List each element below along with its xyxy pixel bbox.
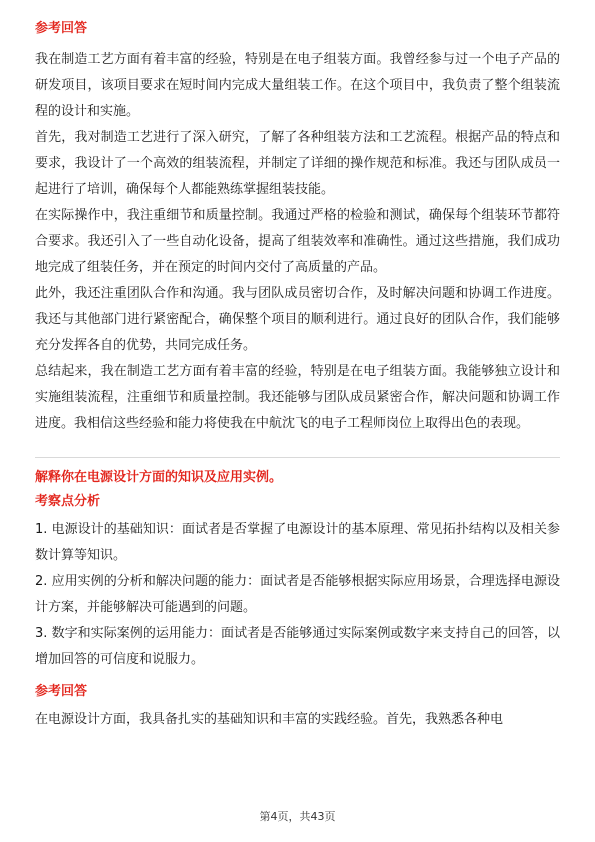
answer-start-paragraph: 在电源设计方面，我具备扎实的基础知识和丰富的实践经验。首先，我熟悉各种电: [35, 712, 504, 727]
analysis-point-2: 2. 应用实例的分析和解决问题的能力：面试者是否能够根据实际应用场景，合理选择电源设计方案，并能够解决可能遇到的问题。: [35, 574, 560, 615]
question-title: 解释你在电源设计方面的知识及应用实例。: [35, 470, 283, 485]
answer-paragraph-1: 我在制造工艺方面有着丰富的经验，特别是在电子组装方面。我曾经参与过一个电子产品的研发项目，该项目要求在短时间内完成大量组装工作。在这个项目中，我负责了整个组装流程的设计和实施。: [35, 52, 560, 119]
analysis-point-1: 1. 电源设计的基础知识：面试者是否掌握了电源设计的基本原理、常见拓扑结构以及相关参数计算等知识。: [35, 522, 560, 563]
answer-paragraph-4: 此外，我还注重团队合作和沟通。我与团队成员密切合作，及时解决问题和协调工作进度。我还与其他部门进行紧密配合，确保整个项目的顺利进行。通过良好的团队合作，我们能够充分发挥各自的优势，共同完成任务。: [35, 286, 560, 353]
page-content: [35, 20, 560, 733]
section-divider: [35, 457, 560, 458]
page-footer: 第4页，共43页: [259, 810, 336, 823]
answer-paragraph-2: 首先，我对制造工艺进行了深入研究，了解了各种组装方法和工艺流程。根据产品的特点和要求，我设计了一个高效的组装流程，并制定了详细的操作规范和标准。我还与团队成员一起进行了培训，确保每个人都能熟练掌握组装技能。: [35, 130, 560, 197]
answer-paragraph-3: 在实际操作中，我注重细节和质量控制。我通过严格的检验和测试，确保每个组装环节都符合要求。我还引入了一些自动化设备，提高了组装效率和准确性。通过这些措施，我们成功地完成了组装任务，并在预定的时间内交付了高质量的产品。: [35, 208, 560, 275]
analysis-label: 考察点分析: [35, 494, 101, 509]
reference-answer-label-2: 参考回答: [35, 684, 88, 699]
reference-answer-label: 参考回答: [35, 21, 88, 36]
answer-paragraph-5: 总结起来，我在制造工艺方面有着丰富的经验，特别是在电子组装方面。我能够独立设计和实施组装流程，注重细节和质量控制。我还能够与团队成员紧密合作，解决问题和协调工作进度。我相信这些经验和能力将使我在中航沈飞的电子工程师岗位上取得出色的表现。: [35, 364, 560, 431]
analysis-point-3: 3. 数字和实际案例的运用能力：面试者是否能够通过实际案例或数字来支持自己的回答，以增加回答的可信度和说服力。: [35, 626, 560, 667]
